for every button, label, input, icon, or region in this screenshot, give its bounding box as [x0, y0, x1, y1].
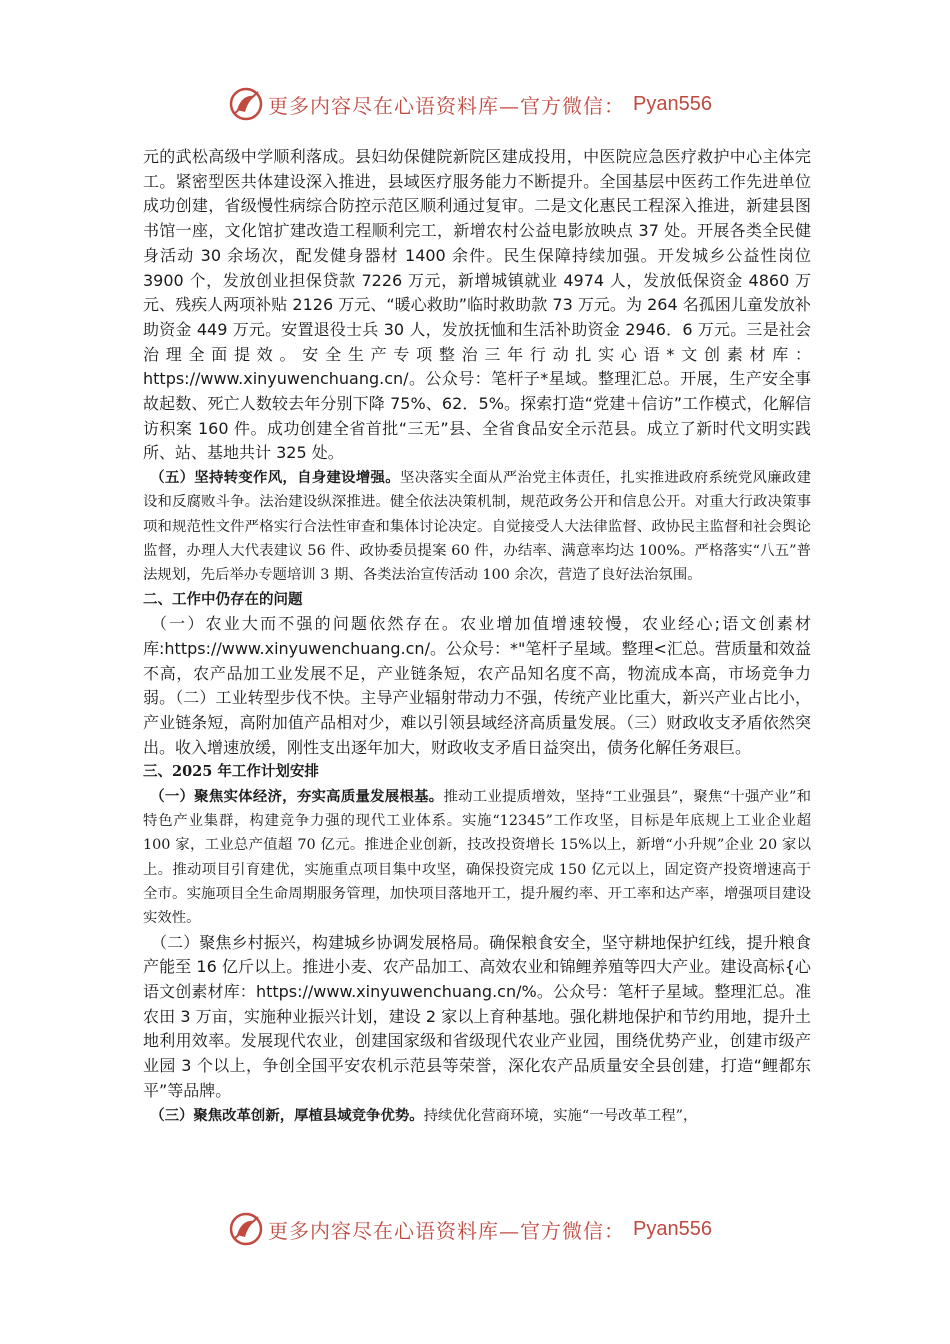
- banner-wechat-id: Pyan556: [633, 1217, 712, 1240]
- paragraph-heading: （五）坚持转变作风，自身建设增强。: [150, 469, 400, 487]
- paragraph-heading: （三）聚焦改革创新，厚植县域竞争优势。: [150, 1106, 424, 1124]
- section-heading-plan-2025: 三、2025 年工作计划安排: [143, 763, 319, 781]
- paragraph-text: 持续优化营商环境，实施“一号改革工程”，: [423, 1107, 698, 1124]
- paragraph-rural-revitalization: （二）聚焦乡村振兴，构建城乡协调发展格局。确保粮食安全，坚守耕地保护红线，提升粮食产能至 16 亿斤以上。推进小麦、农产品加工、高效农业和锦鲤养殖等四大产业。建设高标{心语文创素材库：https://www.xinyuwenchuang.cn/%。公众号：笔杆子星域。整理汇总。准农田 3 万亩，实施种业振兴计划，建设 2 家以上育种基地。强化耕地保护和节约用地，提升土地利用效率。发展现代农业，创建国家级和省级现代农业产业园，围绕优势产业，创建市级产业园 3 个以上，争创全国平安农机示范县等荣誉，深化农产品质量安全县创建，打造“鲤都东平”等品牌。: [143, 932, 811, 1100]
- footer-banner: [228, 1209, 712, 1249]
- paragraph-work-style: [143, 466, 811, 587]
- paragraph-real-economy: [143, 785, 811, 931]
- paragraph-text: 推动工业提质增效，坚持“工业强县”，聚焦“十强产业”和特色产业集群，构建竞争力强的现代工业体系。实施“12345”工作攻坚，目标是年底规上工业企业超 100 家，工业总产值超 70 亿元。推进企业创新，技改投资增长 15%以上，新增“小升规”企业 20 家以上。推动项目引育建优，实施重点项目集中攻坚，确保投资完成 150 亿元以上，固定资产投资增速高于全市。实施项目全生命周期服务管理，加快项目落地开工，提升履约率、开工率和达产率，增强项目建设实效性。: [143, 788, 811, 927]
- banner-text: 更多内容尽在心语资料库—官方微信：: [268, 1218, 625, 1243]
- document-body: [143, 145, 811, 1128]
- logo-icon: [228, 86, 264, 122]
- paragraph-reform-innovation: [143, 1104, 811, 1128]
- banner-wechat-id: Pyan556: [633, 92, 712, 115]
- paragraph-social-services: 元的武松高级中学顺利落成。县妇幼保健院新院区建成投用，中医院应急医疗救护中心主体完工。紧密型医共体建设深入推进，县域医疗服务能力不断提升。全国基层中医药工作先进单位成功创建，省级慢性病综合防控示范区顺利通过复审。二是文化惠民工程深入推进，新建县图书馆一座，文化馆扩建改造工程顺利完工，新增农村公益电影放映点 37 处。开展各类全民健身活动 30 余场次，配发健身器材 1400 余件。民生保障持续加强。开发城乡公益性岗位 3900 个，发放创业担保贷款 7226 万元，新增城镇就业 4974 人，发放低保资金 4860 万元、残疾人两项补贴 2126 万元、“暖心救助”临时救助款 73 万元。为 264 名孤困儿童发放补助资金 449 万元。安置退役士兵 30 人，发放抚恤和生活补助资金 2946．6 万元。三是社会治理全面提效。安全生产专项整治三年行动扎实心语*文创素材库：https://www.xinyuwenchuang.cn/。公众号：笔杆子*星域。整理汇总。开展，生产安全事故起数、死亡人数较去年分别下降 75%、62．5%。探索打造“党建＋信访”工作模式，化解信访积案 160 件。成功创建全省首批“三无”县、全省食品安全示范县。成立了新时代文明实践所、站、基地共计 325 处。: [143, 147, 811, 463]
- banner-text: 更多内容尽在心语资料库—官方微信：: [268, 93, 625, 118]
- logo-icon: [228, 1211, 264, 1247]
- section-heading-problems: 二、工作中仍存在的问题: [143, 590, 303, 608]
- header-banner: [228, 84, 712, 124]
- paragraph-heading: （一）聚焦实体经济，夯实高质量发展根基。: [150, 787, 444, 805]
- paragraph-text: 坚决落实全面从严治党主体责任，扎实推进政府系统党风廉政建设和反腐败斗争。法治建设纵深推进。健全依法决策机制，规范政务公开和信息公开。对重大行政决策事项和规范性文件严格实行合法性审查和集体讨论决定。自觉接受人大法律监督、政协民主监督和社会舆论监督，办理人大代表建议 56 件、政协委员提案 60 件，办结率、满意率均达 100%。严格落实“八五”普法规划，先后举办专题培训 3 期、各类法治宣传活动 100 余次，营造了良好法治氛围。: [143, 470, 811, 584]
- paragraph-problems: （一）农业大而不强的问题依然存在。农业增加值增速较慢，农业经心;语文创素材库:https://www.xinyuwenchuang.cn/。公众号：*"笔杆子星域。整理<汇总。营质量和效益不高，农产品加工业发展不足，产业链条短，农产品知名度不高，物流成本高，市场竞争力弱。（二）工业转型步伐不快。主导产业辐射带动力不强，传统产业比重大，新兴产业占比小，产业链条短，高附加值产品相对少，难以引领县域经济高质量发展。（三）财政收支矛盾依然突出。收入增速放缓，刚性支出逐年加大，财政收支矛盾日益突出，债务化解任务艰巨。: [143, 614, 811, 757]
